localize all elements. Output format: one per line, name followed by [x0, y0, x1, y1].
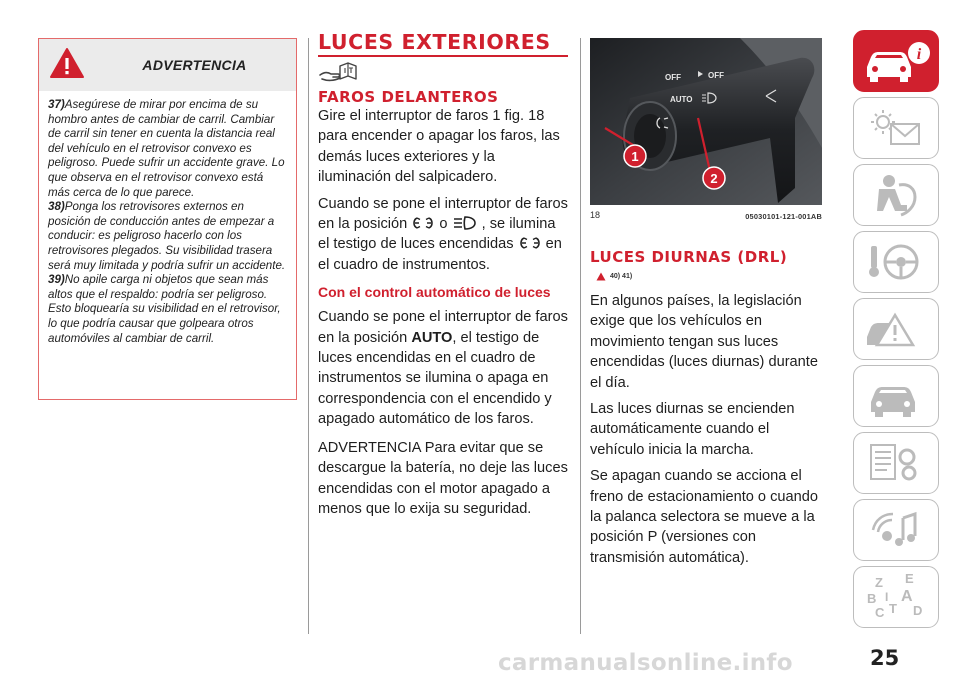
steering-key-icon [861, 238, 931, 286]
warning-item-38 [48, 200, 288, 273]
car-info-icon [861, 37, 931, 85]
warning-box [38, 38, 297, 400]
headlights-paragraph-2 [318, 194, 570, 276]
column-exterior-lights [318, 30, 570, 519]
warning-body [39, 91, 296, 346]
drl-references [596, 272, 822, 281]
drl-reference-numbers: 40) 41) [610, 273, 633, 280]
warning-triangle-icon [49, 47, 85, 79]
headlight-beam-icon [452, 215, 478, 231]
maintenance-car-icon [861, 372, 931, 420]
tab-emergency[interactable] [853, 298, 939, 360]
watermark: carmanualsonline.info [498, 650, 793, 676]
page-number: 25 [870, 646, 900, 670]
tab-index[interactable] [853, 566, 939, 628]
headlights-text-a: Cuando se pone el interruptor de faros en la posición [318, 195, 568, 233]
svg-text:T: T [889, 601, 897, 616]
manual-reference-icon-wrap [318, 61, 570, 83]
drl-paragraph-3: Se apagan cuando se acciona el freno de estacionamiento o cuando la palanca selectora se mueve a la posición P (versiones con transmisión automática). [590, 468, 818, 566]
drl-title: LUCES DIURNAS (DRL) [590, 248, 788, 266]
warning-header [39, 39, 296, 91]
warning-item-number: 37) [48, 98, 65, 111]
figure-label-off-1: OFF [665, 73, 681, 82]
figure-number: 18 [590, 210, 601, 220]
tab-warning-lights[interactable] [853, 97, 939, 159]
headlights-text-d: en el cuadro de instrumentos. [318, 236, 562, 273]
warning-title: ADVERTENCIA [142, 57, 247, 73]
svg-text:E: E [905, 571, 914, 586]
section-title-rule [318, 55, 568, 57]
drl-paragraph-2: Las luces diurnas se encienden automáticamente cuando el vehículo inicia la marcha. [590, 401, 795, 458]
warning-item-37 [48, 98, 288, 200]
light-switch-figure [590, 38, 822, 205]
parking-lights-icon [411, 215, 435, 231]
column-drl [590, 38, 822, 568]
headlights-title: FAROS DELANTEROS [318, 88, 499, 106]
tab-safety[interactable] [853, 164, 939, 226]
figure-label-auto: AUTO [670, 95, 693, 104]
headlights-text-c: , se ilumina el testigo de luces encendidas [318, 216, 556, 253]
seat-safety-icon [861, 171, 931, 219]
warning-item-text: Ponga los retrovisores externos en posición de conducción antes de empezar a conducir: es peligroso hacerlo con los retrovisores plegados. Su visibilidad trasera será muy limitada y podría sufrir un accidente. [48, 200, 286, 272]
svg-text:C: C [875, 605, 885, 620]
auto-light-paragraph-1 [318, 307, 570, 429]
battery-warning-paragraph: ADVERTENCIA Para evitar que se descargue la batería, no deje las luces encendidas con el motor apagado a menos que lo exija su seguridad. [318, 439, 568, 517]
callout-2-label: 2 [710, 171, 718, 186]
headlights-paragraph-1: Gire el interruptor de faros 1 fig. 18 para encender o apagar los faros, las demás luces exteriores y la iluminación del salpicadero. [318, 108, 560, 186]
tab-multimedia[interactable] [853, 499, 939, 561]
figure-code: 05030101-121-001AB [745, 212, 822, 221]
tab-maintenance[interactable] [853, 365, 939, 427]
headlights-text-b: o [439, 216, 448, 233]
emergency-icon [861, 305, 931, 353]
auto-position-label: AUTO [411, 329, 453, 346]
tab-starting-driving[interactable] [853, 231, 939, 293]
lights-on-indicator-icon [518, 235, 542, 251]
warning-item-text: No apile carga ni objetos que sean más altos que el respaldo: podría ser peligroso. Esto bloquearía su visibilidad en el retrovisor, lo que podría causar que golpeara otros automóviles al cambiar de carril. [48, 273, 281, 345]
svg-text:D: D [913, 603, 923, 618]
tab-specifications[interactable] [853, 432, 939, 494]
column-divider [580, 38, 581, 634]
specifications-icon [861, 439, 931, 487]
index-letters-icon [861, 571, 931, 623]
column-divider [308, 38, 309, 634]
svg-text:A: A [901, 588, 913, 605]
drl-paragraph-1: En algunos países, la legislación exige que los vehículos en movimiento tengan sus luces encendidas (luces diurnas) durante el día. [590, 293, 818, 391]
figure-label-off-2: OFF [708, 71, 724, 80]
hand-book-icon [318, 61, 360, 83]
svg-text:B: B [867, 591, 877, 606]
svg-text:Z: Z [875, 575, 883, 590]
auto-text-a: Cuando se pone el interruptor de faros en la posición [318, 309, 568, 346]
tab-car-info[interactable] [853, 30, 939, 92]
warning-item-number: 38) [48, 200, 65, 214]
light-switch-illustration [590, 38, 822, 205]
svg-text:i: i [916, 46, 922, 63]
auto-light-control-title: Con el control automático de luces [318, 284, 551, 301]
multimedia-icon [861, 506, 931, 554]
warning-item-39 [48, 273, 288, 346]
warning-small-icon [596, 272, 606, 281]
warning-item-number: 39) [48, 273, 65, 287]
warning-lights-icon [861, 104, 931, 152]
warning-item-text: Asegúrese de mirar por encima de su hombro antes de cambiar de carril. Cambiar de carril sin tener en cuenta la distancia real del vehículo en el retrovisor convexo es peligroso. Puede sufrir un accidente grave. Lo que observa en el retrovisor convexo está más cerca de lo que parece. [48, 98, 285, 199]
callout-1-label: 1 [631, 149, 639, 164]
figure-caption [590, 210, 822, 221]
svg-text:I: I [885, 590, 889, 604]
auto-text-b: , el testigo de luces encendidas en el cuadro de instrumentos se ilumina o apaga en correspondencia con el encendido y apagado automático de los faros. [318, 329, 552, 428]
section-title: LUCES EXTERIORES [318, 30, 551, 54]
chapter-tabs [853, 30, 939, 633]
